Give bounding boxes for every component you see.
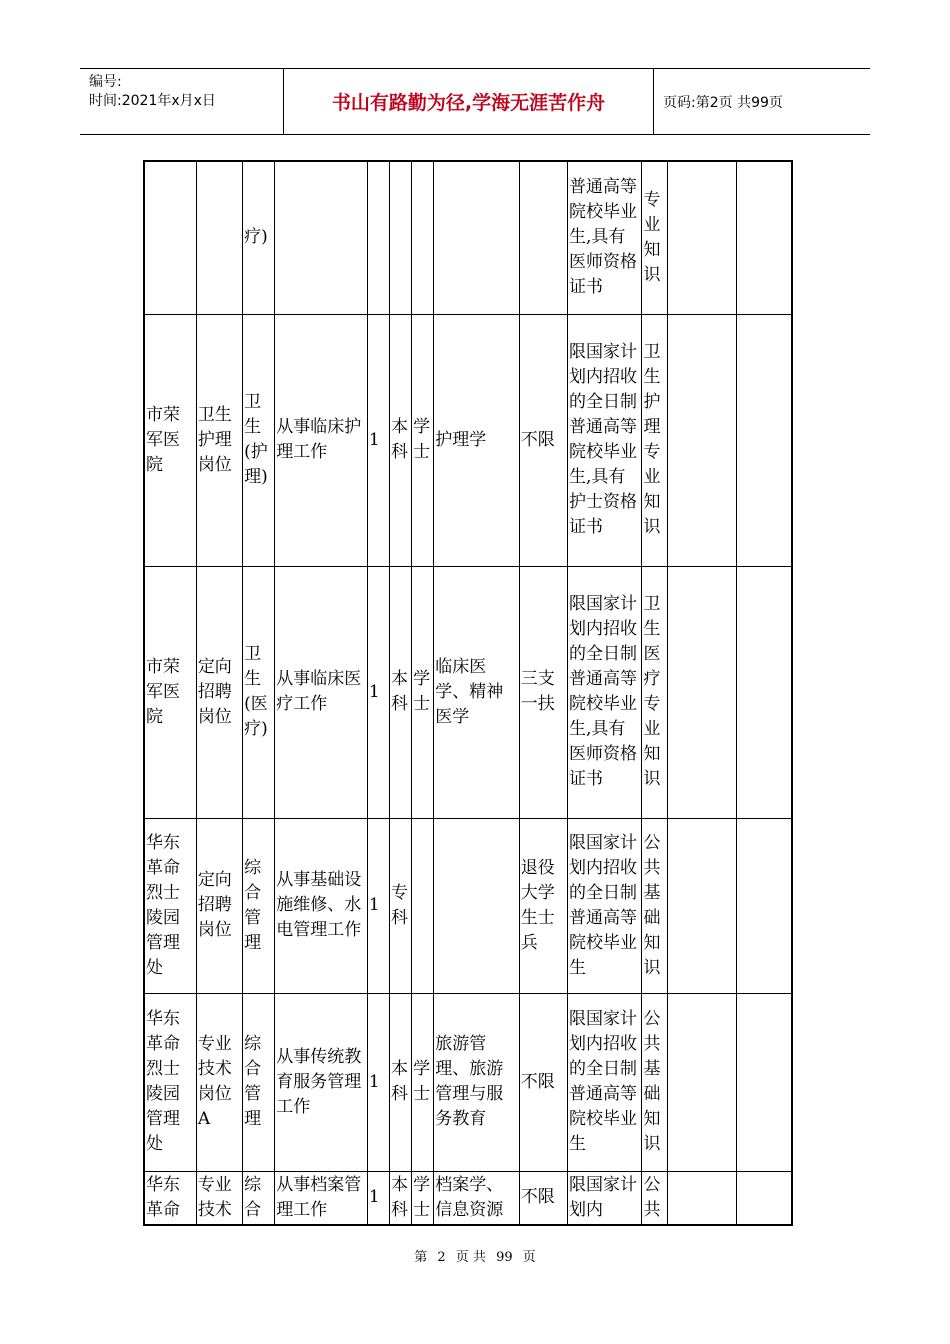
cell-exam: 公共基础知识 [642, 993, 667, 1171]
table-row [144, 314, 792, 566]
cell-exam: 卫生护理专业知识 [642, 314, 667, 566]
time-label: 时间:2021年x月x日 [89, 93, 216, 109]
cell-major [434, 818, 520, 993]
cell-unit: 华东革命烈士陵园管理处 [144, 818, 196, 993]
cell-exam: 专业知识 [642, 161, 667, 314]
cell-edu: 专科 [389, 818, 411, 993]
cell-duty: 从事临床护理工作 [275, 314, 368, 566]
cell-degree [412, 161, 434, 314]
cell-post: 定向招聘岗位 [196, 566, 242, 818]
cell-target: 退役大学生士兵 [519, 818, 567, 993]
cell-extra-1 [667, 993, 736, 1171]
cell-extra-2 [737, 1171, 792, 1225]
cell-duty: 从事档案管理工作 [275, 1171, 368, 1225]
cell-major: 档案学、信息资源 [434, 1171, 520, 1225]
cell-extra-2 [737, 161, 792, 314]
cell-extra-1 [667, 314, 736, 566]
recruitment-table [143, 160, 793, 1226]
cell-exam: 卫生医疗专业知识 [642, 566, 667, 818]
cell-post: 专业技术岗位A [196, 993, 242, 1171]
cell-unit: 华东革命烈士陵园管理处 [144, 993, 196, 1171]
cell-count: 1 [367, 314, 389, 566]
number-label: 编号: [89, 74, 122, 90]
cell-edu: 本科 [389, 314, 411, 566]
cell-target: 不限 [519, 993, 567, 1171]
table-row [144, 1171, 792, 1225]
cell-edu: 本科 [389, 993, 411, 1171]
cell-target: 不限 [519, 1171, 567, 1225]
cell-unit [144, 161, 196, 314]
cell-condition: 限国家计划内招收的全日制普通高等院校毕业生,具有医师资格证书 [568, 566, 642, 818]
cell-extra-1 [667, 566, 736, 818]
header-page-info: 页码:第2页 共99页 [663, 94, 783, 111]
cell-extra-2 [737, 818, 792, 993]
cell-duty: 从事基础设施维修、水电管理工作 [275, 818, 368, 993]
header-meta [80, 69, 283, 134]
cell-count [367, 161, 389, 314]
cell-count: 1 [367, 818, 389, 993]
cell-duty [275, 161, 368, 314]
header-motto: 书山有路勤为径,学海无涯苦作舟 [283, 69, 654, 134]
cell-degree [412, 818, 434, 993]
cell-category: 综合管理 [243, 818, 275, 993]
cell-extra-1 [667, 1171, 736, 1225]
cell-category: 综合 [243, 1171, 275, 1225]
cell-count: 1 [367, 1171, 389, 1225]
cell-post: 定向招聘岗位 [196, 818, 242, 993]
cell-target: 不限 [519, 314, 567, 566]
cell-post [196, 161, 242, 314]
cell-major: 旅游管理、旅游管理与服务教育 [434, 993, 520, 1171]
footer-mid: 页 共 [455, 1250, 486, 1265]
cell-extra-1 [667, 818, 736, 993]
cell-post: 卫生护理岗位 [196, 314, 242, 566]
cell-edu: 本科 [389, 1171, 411, 1225]
cell-condition: 普通高等院校毕业生,具有医师资格证书 [568, 161, 642, 314]
cell-category: 卫生(护理) [243, 314, 275, 566]
cell-target: 三支一扶 [519, 566, 567, 818]
cell-extra-2 [737, 566, 792, 818]
cell-condition: 限国家计划内招收的全日制普通高等院校毕业生 [568, 993, 642, 1171]
cell-condition: 限国家计划内 [568, 1171, 642, 1225]
cell-count: 1 [367, 993, 389, 1171]
cell-unit: 市荣军医院 [144, 566, 196, 818]
cell-category: 综合管理 [243, 993, 275, 1171]
cell-major [434, 161, 520, 314]
cell-extra-2 [737, 314, 792, 566]
footer-page-total: 99 [496, 1250, 513, 1265]
cell-duty: 从事临床医疗工作 [275, 566, 368, 818]
cell-major: 临床医学、精神医学 [434, 566, 520, 818]
cell-major: 护理学 [434, 314, 520, 566]
cell-degree: 学士 [412, 1171, 434, 1225]
table-row [144, 818, 792, 993]
table-row [144, 993, 792, 1171]
cell-condition: 限国家计划内招收的全日制普通高等院校毕业生 [568, 818, 642, 993]
page-footer [0, 1246, 950, 1265]
cell-edu: 本科 [389, 566, 411, 818]
cell-extra-2 [737, 993, 792, 1171]
cell-category: 疗) [243, 161, 275, 314]
cell-degree: 学士 [412, 993, 434, 1171]
cell-exam: 公共 [642, 1171, 667, 1225]
footer-page-number: 2 [437, 1250, 446, 1265]
footer-prefix: 第 [414, 1250, 428, 1265]
cell-unit: 华东革命 [144, 1171, 196, 1225]
cell-unit: 市荣军医院 [144, 314, 196, 566]
cell-degree: 学士 [412, 314, 434, 566]
footer-suffix: 页 [522, 1250, 536, 1265]
cell-count: 1 [367, 566, 389, 818]
cell-condition: 限国家计划内招收的全日制普通高等院校毕业生,具有护士资格证书 [568, 314, 642, 566]
cell-category: 卫生(医疗) [243, 566, 275, 818]
page-header [80, 68, 870, 135]
cell-degree: 学士 [412, 566, 434, 818]
table-row [144, 566, 792, 818]
cell-post: 专业技术 [196, 1171, 242, 1225]
cell-target [519, 161, 567, 314]
cell-extra-1 [667, 161, 736, 314]
cell-edu [389, 161, 411, 314]
table-row [144, 161, 792, 314]
cell-exam: 公共基础知识 [642, 818, 667, 993]
cell-duty: 从事传统教育服务管理工作 [275, 993, 368, 1171]
